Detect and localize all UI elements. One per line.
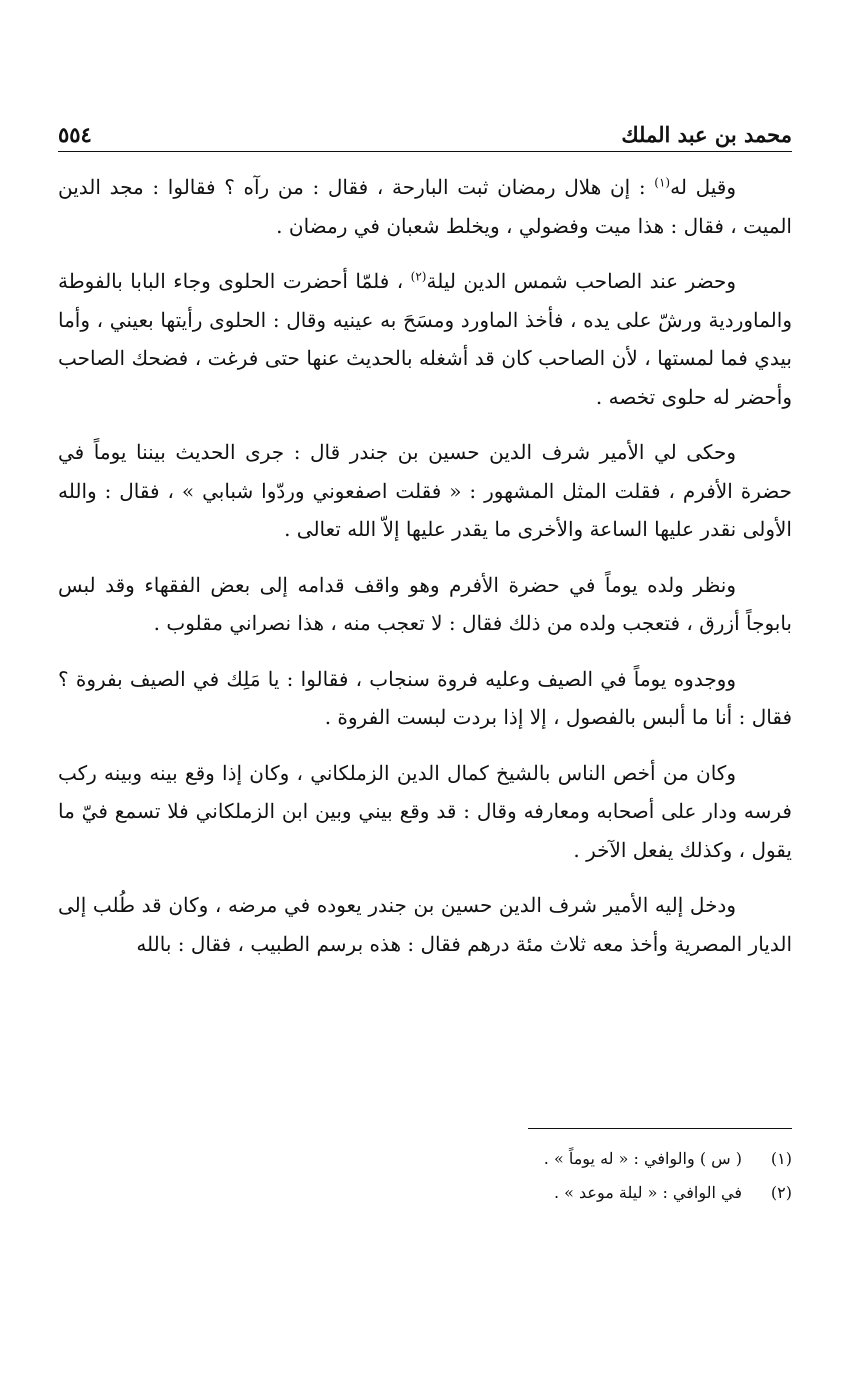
paragraph-text: وحضر عند الصاحب شمس الدين ليلة (426, 269, 736, 293)
paragraph-text: وكان من أخص الناس بالشيخ كمال الدين الزملكاني ، وكان إذا وقع بينه وبينه ركب فرسه ودار على أصحابه ومعارفه وقال : قد وقع بيني وبين ابن الزملكاني فلا تسمع فيّ ما يقول ، وكذلك يفعل الآخر . (58, 760, 792, 862)
footnote-text: في الوافي : « ليلة موعد » . (553, 1183, 742, 1202)
footnote-2 (58, 1176, 792, 1210)
paragraph-2 (58, 262, 792, 416)
footnote-reference-1: (١) (654, 175, 671, 190)
paragraph-1 (58, 168, 792, 245)
body-text (58, 168, 792, 980)
footnote-number: (١) (770, 1149, 792, 1168)
paragraph-6 (58, 754, 792, 870)
paragraph-5 (58, 660, 792, 737)
page-number: ٥٥٤ (58, 122, 92, 147)
header-rule (58, 151, 792, 152)
footnote-1 (58, 1142, 792, 1176)
footnote-reference-2: (٢) (410, 269, 427, 284)
footnotes (58, 1142, 792, 1210)
paragraph-text: وحكى لي الأمير شرف الدين حسين بن جندر قال : جرى الحديث بيننا يوماً في حضرة الأفرم ، فقلت المثل المشهور : « فقلت اصفعوني وردّوا شبابي » ، فقال : والله الأولى نقدر عليها الساعة والأخرى ما يقدر عليها إلاّ الله تعالى . (58, 440, 792, 541)
paragraph-3 (58, 433, 792, 549)
paragraph-text: ووجدوه يوماً في الصيف وعليه فروة سنجاب ، فقالوا : يا مَلِك في الصيف بفروة ؟ فقال : أنا ما ألبس بالفصول ، إلا إذا بردت لبست الفروة . (58, 666, 792, 729)
paragraph-text: ، فلمّا أحضرت الحلوى وجاء البابا بالفوطة والماوردية ورشّ على يده ، فأخذ الماورد ومسَحَ به عينيه وقال : الحلوى رأيتها بعيني ، وأما بيدي فما لمستها ، لأن الصاحب كان قد أشغله بالحديث عنها حتى فرغت ، فضحك الصاحب وأحضر له حلوى تخصه . (58, 269, 792, 409)
paragraph-text: : إن هلال رمضان ثبت البارحة ، فقال : من رآه ؟ فقالوا : مجد الدين الميت ، فقال : هذا ميت وفضولي ، ويخلط شعبان في رمضان . (58, 175, 792, 238)
footnote-text: ( س ) والوافي : « له يوماً » . (543, 1149, 742, 1168)
footnote-rule (528, 1128, 792, 1129)
paragraph-4 (58, 566, 792, 643)
running-title: محمد بن عبد الملك (621, 122, 792, 147)
paragraph-text: ونظر ولده يوماً في حضرة الأفرم وهو واقف قدامه إلى بعض الفقهاء وقد لبس بابوجاً أزرق ، فتعجب ولده من ذلك فقال : لا تعجب منه ، هذا نصراني مقلوب . (58, 572, 792, 635)
paragraph-text: وقيل له (670, 175, 736, 199)
footnote-number: (٢) (770, 1183, 792, 1202)
running-head (58, 114, 792, 150)
paragraph-text: ودخل إليه الأمير شرف الدين حسين بن جندر يعوده في مرضه ، وكان قد طُلب إلى الديار المصرية وأخذ معه ثلاث مئة درهم فقال : هذه برسم الطبيب ، فقال : بالله (58, 893, 792, 956)
paragraph-7 (58, 886, 792, 963)
